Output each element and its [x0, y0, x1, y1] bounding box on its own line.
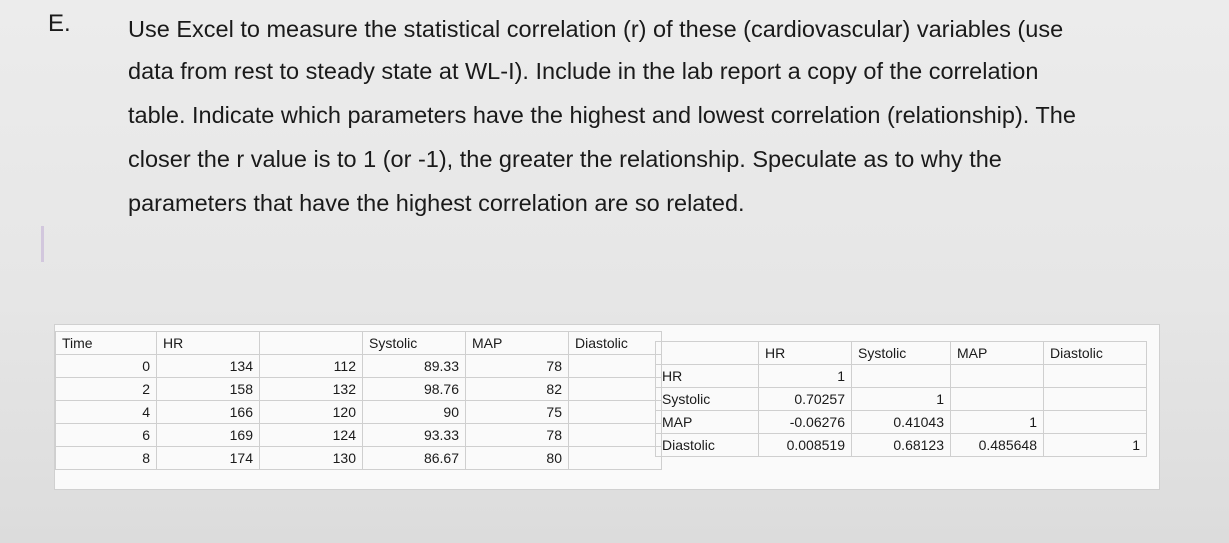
corr-row-label[interactable]: Systolic [656, 388, 759, 411]
corr-cell[interactable] [1044, 388, 1147, 411]
corr-cell[interactable]: 0.68123 [852, 434, 951, 457]
table-row [56, 424, 662, 447]
cell-systolic[interactable]: 132 [260, 378, 363, 401]
cell-empty[interactable] [569, 378, 662, 401]
cell-diastolic[interactable]: 78 [466, 424, 569, 447]
corr-cell[interactable]: 1 [852, 388, 951, 411]
header-time[interactable]: Time [56, 332, 157, 355]
cell-map[interactable]: 90 [363, 401, 466, 424]
table-row [56, 401, 662, 424]
header-hr[interactable]: HR [157, 332, 260, 355]
header-map[interactable]: MAP [466, 332, 569, 355]
cell-time[interactable]: 2 [56, 378, 157, 401]
header-blank[interactable] [260, 332, 363, 355]
text-cursor-mark [41, 226, 44, 262]
question-line-3: table. Indicate which parameters have the highest and lowest correlation (relationship). The [128, 102, 1076, 128]
corr-row-label[interactable]: HR [656, 365, 759, 388]
corr-row-label[interactable]: MAP [656, 411, 759, 434]
corr-cell[interactable]: 1 [951, 411, 1044, 434]
cell-systolic[interactable]: 124 [260, 424, 363, 447]
corr-cell[interactable]: -0.06276 [759, 411, 852, 434]
correlation-table [655, 341, 1147, 457]
cell-empty[interactable] [569, 401, 662, 424]
corr-row-label[interactable]: Diastolic [656, 434, 759, 457]
corr-header-hr[interactable]: HR [759, 342, 852, 365]
cell-hr[interactable]: 158 [157, 378, 260, 401]
question-line-1: Use Excel to measure the statistical correlation (r) of these (cardiovascular) variables (use [128, 16, 1064, 42]
corr-header-diastolic[interactable]: Diastolic [1044, 342, 1147, 365]
correlation-row [656, 434, 1147, 457]
corr-cell[interactable]: 0.41043 [852, 411, 951, 434]
cell-hr[interactable]: 134 [157, 355, 260, 378]
cell-time[interactable]: 0 [56, 355, 157, 378]
corr-cell[interactable] [1044, 365, 1147, 388]
header-diastolic[interactable]: Diastolic [569, 332, 662, 355]
corr-header-blank[interactable] [656, 342, 759, 365]
question-label: E. [48, 10, 71, 37]
cell-map[interactable]: 93.33 [363, 424, 466, 447]
cell-time[interactable]: 4 [56, 401, 157, 424]
cell-empty[interactable] [569, 447, 662, 470]
correlation-row [656, 411, 1147, 434]
cell-diastolic[interactable]: 82 [466, 378, 569, 401]
cell-diastolic[interactable]: 78 [466, 355, 569, 378]
correlation-row [656, 365, 1147, 388]
corr-header-systolic[interactable]: Systolic [852, 342, 951, 365]
cell-map[interactable]: 89.33 [363, 355, 466, 378]
cell-systolic[interactable]: 112 [260, 355, 363, 378]
cell-empty[interactable] [569, 424, 662, 447]
correlation-header-row [656, 342, 1147, 365]
question-line-4: closer the r value is to 1 (or -1), the greater the relationship. Speculate as to why the [128, 146, 1002, 172]
cell-map[interactable]: 86.67 [363, 447, 466, 470]
corr-cell[interactable] [852, 365, 951, 388]
question-line-5: parameters that have the highest correlation are so related. [128, 190, 745, 216]
corr-cell[interactable]: 1 [1044, 434, 1147, 457]
question-line-2: data from rest to steady state at WL-I). Include in the lab report a copy of the correlation [128, 58, 1039, 84]
table-row [56, 447, 662, 470]
corr-cell[interactable] [951, 365, 1044, 388]
cell-diastolic[interactable]: 80 [466, 447, 569, 470]
cell-time[interactable]: 6 [56, 424, 157, 447]
cell-time[interactable]: 8 [56, 447, 157, 470]
corr-cell[interactable] [951, 388, 1044, 411]
correlation-row [656, 388, 1147, 411]
corr-header-map[interactable]: MAP [951, 342, 1044, 365]
corr-cell[interactable]: 0.70257 [759, 388, 852, 411]
spreadsheet-area [54, 324, 1160, 490]
corr-cell[interactable]: 1 [759, 365, 852, 388]
data-table [55, 331, 662, 470]
table-row [56, 378, 662, 401]
data-table-header-row [56, 332, 662, 355]
table-row [56, 355, 662, 378]
cell-hr[interactable]: 166 [157, 401, 260, 424]
corr-cell[interactable]: 0.485648 [951, 434, 1044, 457]
cell-systolic[interactable]: 120 [260, 401, 363, 424]
header-systolic[interactable]: Systolic [363, 332, 466, 355]
cell-systolic[interactable]: 130 [260, 447, 363, 470]
cell-empty[interactable] [569, 355, 662, 378]
corr-cell[interactable]: 0.008519 [759, 434, 852, 457]
cell-hr[interactable]: 169 [157, 424, 260, 447]
cell-hr[interactable]: 174 [157, 447, 260, 470]
corr-cell[interactable] [1044, 411, 1147, 434]
cell-map[interactable]: 98.76 [363, 378, 466, 401]
cell-diastolic[interactable]: 75 [466, 401, 569, 424]
